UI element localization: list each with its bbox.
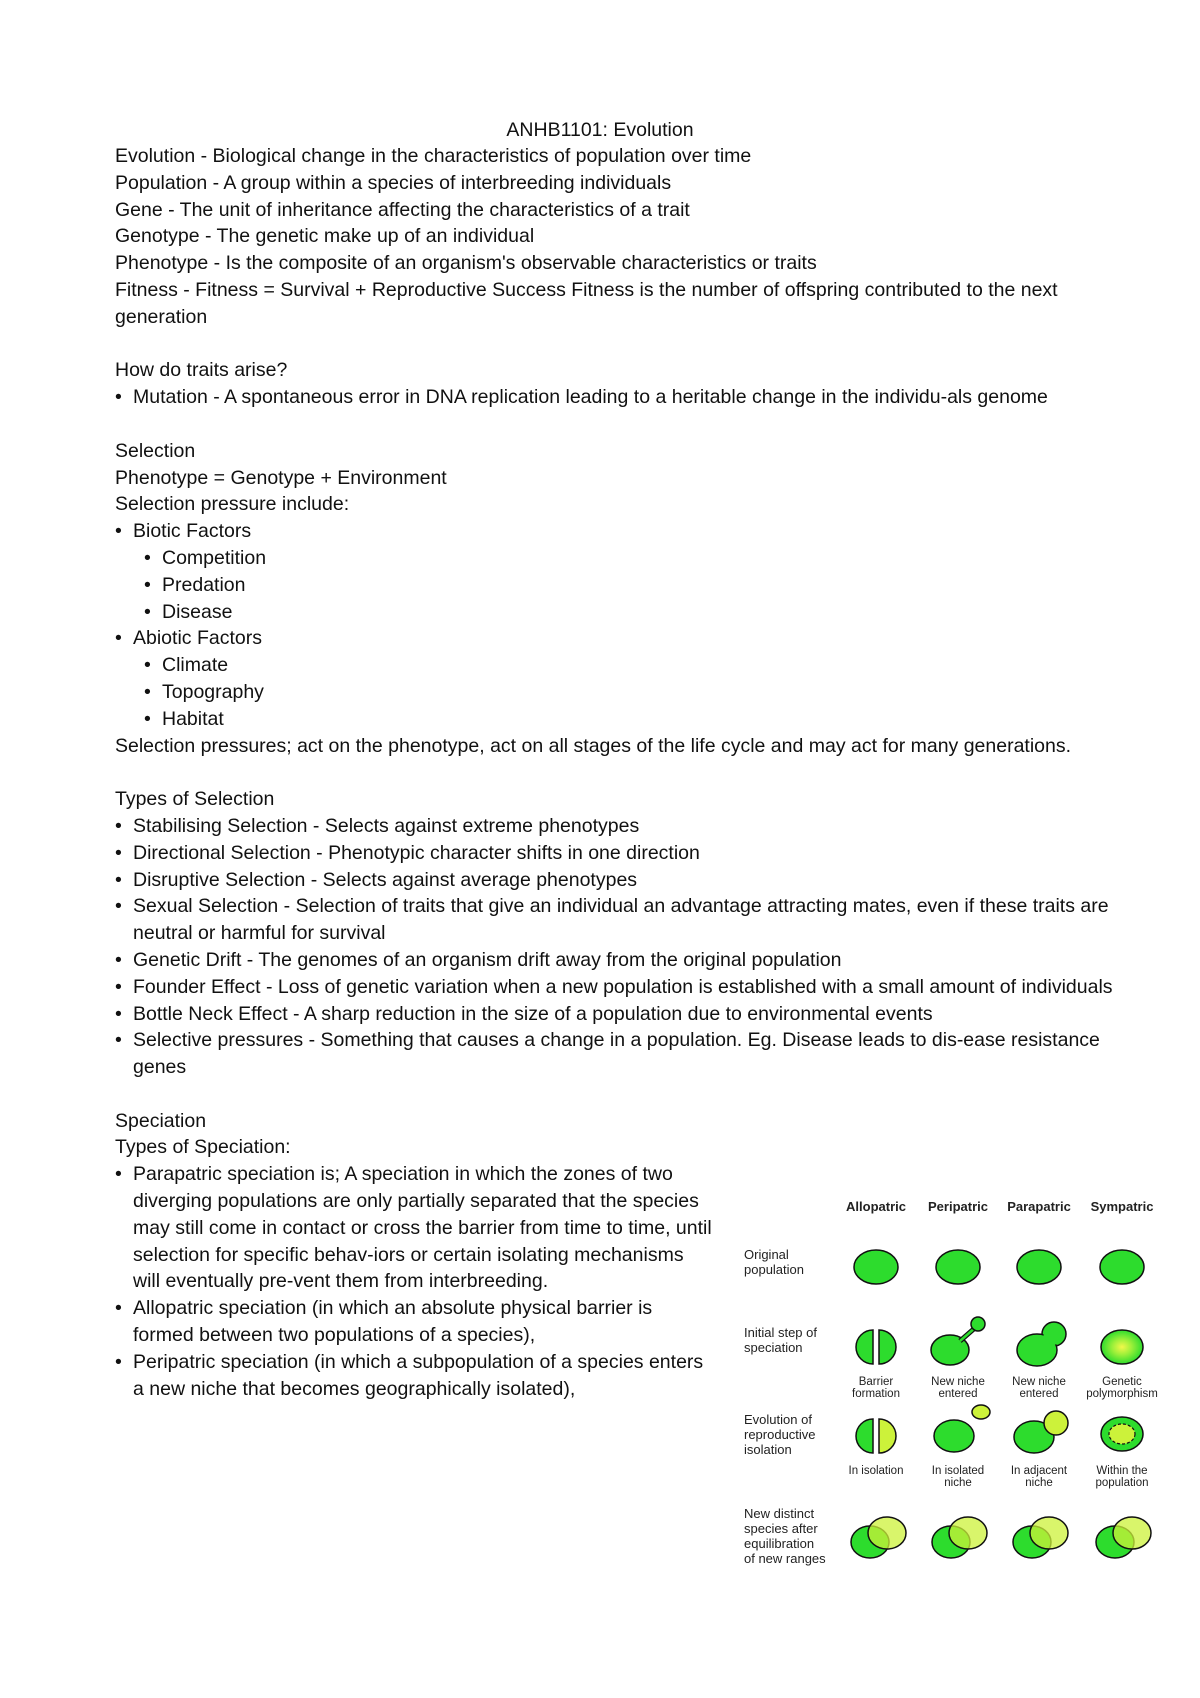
selection-type-item: • Founder Effect - Loss of genetic variation when a new population is established with a small amount of individuals: [115, 974, 1115, 1001]
selection-summary: Selection pressures; act on the phenotype, act on all stages of the life cycle and may act for many generations.: [115, 734, 1072, 757]
svg-text:population: population: [1095, 1477, 1149, 1489]
abiotic-subitem: • Habitat: [115, 706, 1115, 733]
svg-text:formation: formation: [852, 1388, 900, 1400]
svg-text:species after: species after: [744, 1521, 818, 1536]
svg-text:In adjacent: In adjacent: [1010, 1465, 1068, 1477]
allopatric-barrier-formation: [856, 1330, 896, 1364]
svg-text:In isolated: In isolated: [931, 1465, 985, 1477]
sympatric-within-population: [1101, 1417, 1143, 1451]
population-ellipse: [1017, 1250, 1061, 1284]
selection-equation: Phenotype = Genotype + Environment: [115, 466, 447, 489]
abiotic-subitem: • Topography: [115, 679, 1115, 706]
row-label-original-population: [744, 1247, 804, 1277]
svg-text:New niche: New niche: [1012, 1376, 1066, 1388]
svg-text:isolation: isolation: [744, 1442, 792, 1457]
svg-text:Original: Original: [744, 1247, 789, 1262]
caption-new-niche-peripatric: [931, 1376, 985, 1400]
selection-type-item: • Bottle Neck Effect - A sharp reduction in the size of a population due to environmental events: [115, 1001, 1115, 1028]
peripatric-new-species: [932, 1517, 987, 1558]
definition-genotype: Genotype - The genetic make up of an individual: [115, 225, 535, 248]
svg-text:speciation: speciation: [744, 1340, 803, 1355]
selection-type-item: • Directional Selection - Phenotypic character shifts in one direction: [115, 840, 1115, 867]
svg-text:reproductive: reproductive: [744, 1427, 816, 1442]
definition-gene: Gene - The unit of inheritance affecting the characteristics of a trait: [115, 198, 690, 221]
selection-type-item: • Stabilising Selection - Selects against extreme phenotypes: [115, 813, 1115, 840]
types-of-selection-heading: Types of Selection: [115, 788, 275, 811]
svg-text:Initial step of: Initial step of: [744, 1325, 817, 1340]
row-label-reproductive-isolation: [744, 1412, 816, 1457]
caption-in-isolation: [849, 1465, 904, 1477]
caption-genetic-polymorphism: [1086, 1376, 1158, 1400]
population-ellipse: [854, 1250, 898, 1284]
traits-bullet-mutation: • Mutation - A spontaneous error in DNA replication leading to a heritable change in the individu-als genome: [115, 384, 1115, 411]
definition-phenotype: Phenotype - Is the composite of an organism's observable characteristics or traits: [115, 252, 817, 275]
allopatric-new-species: [851, 1517, 906, 1558]
allopatric-in-isolation: [856, 1419, 896, 1453]
svg-text:Barrier: Barrier: [858, 1376, 894, 1388]
biotic-subitem: • Disease: [115, 599, 1115, 626]
selection-type-item: • Genetic Drift - The genomes of an organism drift away from the original population: [115, 947, 1115, 974]
svg-text:entered: entered: [938, 1388, 978, 1400]
biotic-factors-item: • Biotic Factors: [115, 518, 1115, 545]
svg-text:New distinct: New distinct: [744, 1506, 815, 1521]
caption-barrier-formation: [852, 1376, 900, 1400]
selection-type-item: • Disruptive Selection - Selects against average phenotypes: [115, 867, 1115, 894]
caption-in-adjacent-niche: [1011, 1465, 1068, 1489]
caption-new-niche-parapatric: [1012, 1376, 1066, 1400]
svg-text:of new ranges: of new ranges: [744, 1551, 826, 1566]
sympatric-genetic-polymorphism: [1101, 1330, 1143, 1364]
row-label-new-species: [744, 1506, 826, 1566]
definition-fitness: Fitness - Fitness = Survival + Reproductive Success Fitness is the number of offspring contributed to the next generation: [115, 278, 1058, 328]
svg-text:polymorphism: polymorphism: [1086, 1388, 1158, 1400]
speciation-heading: Speciation: [115, 1109, 207, 1132]
row-label-initial-step: [744, 1325, 817, 1355]
speciation-type-item: • Parapatric speciation is; A speciation in which the zones of two diverging populations are only partially separated that the species may still come in contact or cross the barrier from time to time, until selection for specific behav-iors or certain isolating mechanisms will eventually pre-vent them from interbreeding.: [115, 1161, 715, 1295]
sympatric-new-species: [1096, 1517, 1151, 1558]
caption-within-population: [1095, 1465, 1148, 1489]
selection-heading: Selection: [115, 439, 196, 462]
parapatric-new-species: [1013, 1517, 1068, 1558]
column-header-sympatric: Sympatric: [1090, 1199, 1154, 1214]
speciation-type-item: • Peripatric speciation (in which a subpopulation of a species enters a new niche that becomes geographically isolated),: [115, 1349, 715, 1403]
biotic-subitem: • Predation: [115, 572, 1115, 599]
peripatric-isolated-niche: [934, 1405, 990, 1452]
column-header-parapatric: Parapatric: [1007, 1199, 1071, 1214]
column-header-allopatric: Allopatric: [846, 1199, 906, 1214]
svg-text:population: population: [744, 1262, 804, 1277]
speciation-section: [115, 1108, 715, 1403]
column-header-peripatric: Peripatric: [928, 1199, 988, 1214]
abiotic-subitem: • Climate: [115, 652, 1115, 679]
biotic-subitem: • Competition: [115, 545, 1115, 572]
definition-population: Population - A group within a species of interbreeding individuals: [115, 171, 672, 194]
svg-text:niche: niche: [1025, 1477, 1053, 1489]
parapatric-adjacent-niche: [1014, 1411, 1068, 1453]
document-title: ANHB1101: Evolution: [506, 119, 694, 141]
caption-in-isolated-niche: [932, 1465, 984, 1489]
speciation-subheading: Types of Speciation:: [115, 1136, 291, 1159]
abiotic-factors-item: • Abiotic Factors: [115, 625, 1115, 652]
definition-evolution: Evolution - Biological change in the characteristics of population over time: [115, 145, 752, 167]
population-ellipse: [1100, 1250, 1144, 1284]
svg-text:Evolution of: Evolution of: [744, 1412, 812, 1427]
svg-text:Within the: Within the: [1096, 1465, 1148, 1477]
svg-text:entered: entered: [1019, 1388, 1059, 1400]
selection-type-item: • Selective pressures - Something that causes a change in a population. Eg. Disease leads to dis-ease resistance genes: [115, 1027, 1115, 1081]
svg-text:niche: niche: [944, 1477, 972, 1489]
peripatric-new-niche: [931, 1317, 985, 1365]
svg-text:equilibration: equilibration: [744, 1536, 815, 1551]
selection-intro: Selection pressure include:: [115, 493, 350, 516]
svg-text:New niche: New niche: [931, 1376, 985, 1388]
traits-heading: How do traits arise?: [115, 359, 288, 382]
speciation-type-item: • Allopatric speciation (in which an absolute physical barrier is formed between two populations of a species),: [115, 1295, 715, 1349]
parapatric-new-niche: [1017, 1322, 1066, 1366]
svg-text:Genetic: Genetic: [1102, 1376, 1142, 1388]
speciation-modes-diagram: [736, 1192, 1176, 1592]
population-ellipse: [936, 1250, 980, 1284]
svg-text:In isolation: In isolation: [848, 1465, 904, 1477]
selection-type-item: • Sexual Selection - Selection of traits that give an individual an advantage attracting mates, even if these traits are neutral or harmful for survival: [115, 893, 1115, 947]
